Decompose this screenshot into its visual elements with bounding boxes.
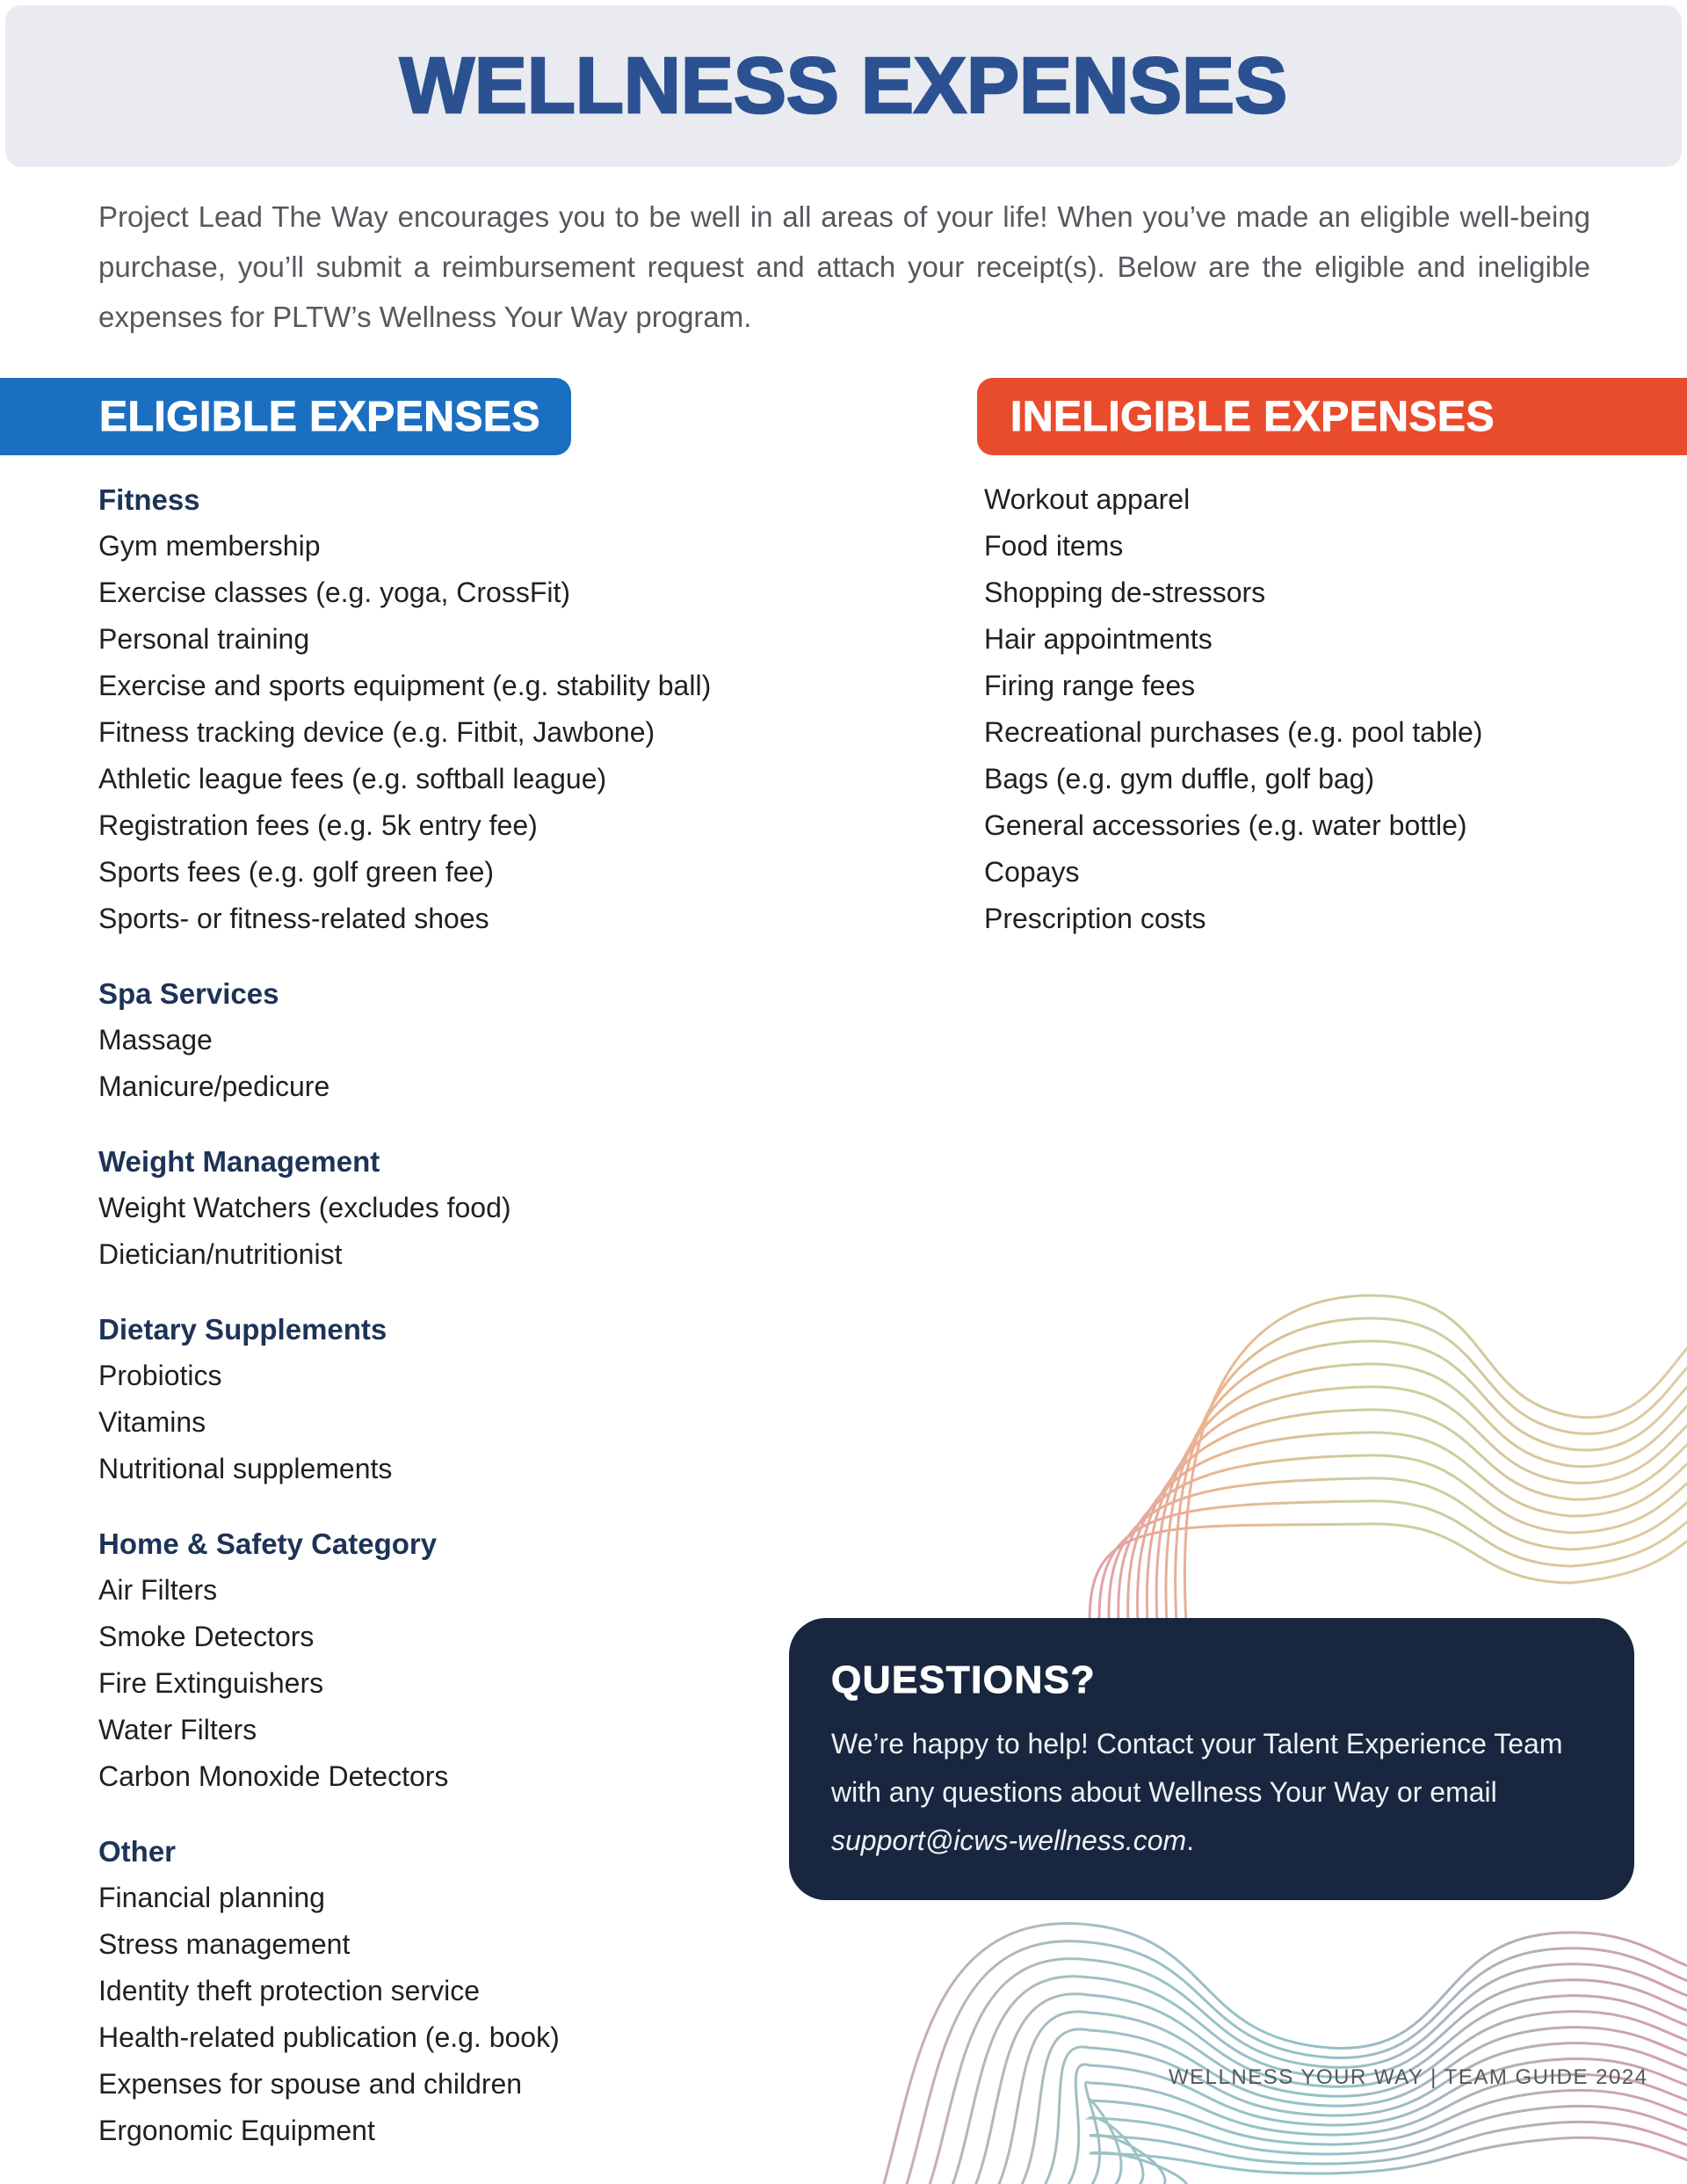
list-item: Registration fees (e.g. 5k entry fee) [98, 809, 538, 841]
list-item: Water Filters [98, 1714, 257, 1745]
list-item: Gym membership [98, 530, 321, 562]
eligible-expenses-list [98, 476, 872, 2154]
list-item: Stress management [98, 1928, 351, 1960]
list-item: Sports fees (e.g. golf green fee) [98, 856, 495, 888]
list-item: Exercise and sports equipment (e.g. stability ball) [98, 670, 712, 701]
list-item: General accessories (e.g. water bottle) [984, 809, 1467, 841]
category-title: Home & Safety Category [98, 1527, 438, 1560]
list-item: Nutritional supplements [98, 1453, 393, 1484]
list-item: Vitamins [98, 1406, 206, 1438]
list-item: Exercise classes (e.g. yoga, CrossFit) [98, 577, 571, 608]
list-item: Firing range fees [984, 670, 1196, 701]
list-item: Smoke Detectors [98, 1621, 315, 1652]
list-item: Athletic league fees (e.g. softball league) [98, 763, 607, 795]
list-item: Recreational purchases (e.g. pool table) [984, 716, 1483, 748]
eligible-category [98, 1828, 872, 2154]
list-item: Weight Watchers (excludes food) [98, 1192, 511, 1223]
list-item: Dietician/nutritionist [98, 1238, 343, 1270]
list-item: Hair appointments [984, 623, 1213, 655]
list-item: Ergonomic Equipment [98, 2115, 375, 2146]
list-item: Personal training [98, 623, 310, 655]
list-item: Bags (e.g. gym duffle, golf bag) [984, 763, 1375, 795]
category-title: Fitness [98, 483, 200, 516]
list-item: Food items [984, 530, 1124, 562]
ineligible-expenses-list [984, 476, 1669, 942]
list-item: Fire Extinguishers [98, 1667, 324, 1699]
list-item: Shopping de-stressors [984, 577, 1266, 608]
list-item: Sports- or fitness-related shoes [98, 903, 489, 934]
header-band [5, 5, 1682, 167]
list-item: Identity theft protection service [98, 1975, 480, 2006]
support-email: support@icws-wellness.com [831, 1825, 1187, 1856]
list-item: Manicure/pedicure [98, 1070, 330, 1102]
eligible-banner-label: ELIGIBLE EXPENSES [99, 393, 540, 440]
list-item: Fitness tracking device (e.g. Fitbit, Jawbone) [98, 716, 655, 748]
list-item: Expenses for spouse and children [98, 2068, 523, 2100]
eligible-category [98, 1138, 872, 1278]
wave-cluster-bottom [882, 1924, 1687, 2184]
category-title: Weight Management [98, 1145, 380, 1178]
list-item: Copays [984, 856, 1080, 888]
eligible-expenses-banner [0, 378, 571, 455]
category-title: Dietary Supplements [98, 1313, 387, 1346]
category-title: Other [98, 1835, 177, 1868]
footer-text: WELLNESS YOUR WAY | TEAM GUIDE 2024 [1169, 2065, 1648, 2089]
questions-title: QUESTIONS? [831, 1658, 1097, 1701]
list-item: Health-related publication (e.g. book) [98, 2021, 560, 2053]
list-item: Carbon Monoxide Detectors [98, 1760, 449, 1792]
intro-paragraph: Project Lead The Way encourages you to be well in all areas of your life! When you’ve made an eligible well-being purchase, you’ll submit a reimbursement request and attach your receipt(s). Below are the eligible and ineligible expenses for PLTW’s Wellness Your Way program. [98, 200, 1590, 333]
eligible-category [98, 1306, 872, 1492]
list-item: Workout apparel [984, 483, 1191, 515]
questions-box [789, 1618, 1634, 1900]
ineligible-expenses-banner [977, 378, 1687, 455]
list-item: Financial planning [98, 1882, 325, 1913]
list-item: Probiotics [98, 1360, 222, 1391]
eligible-category [98, 476, 872, 942]
list-item: Air Filters [98, 1574, 218, 1606]
list-item: Prescription costs [984, 903, 1206, 934]
page-title: WELLNESS EXPENSES [399, 41, 1288, 130]
wave-cluster-top [1090, 1295, 1687, 1649]
eligible-category [98, 970, 872, 1110]
ineligible-banner-label: INELIGIBLE EXPENSES [1010, 393, 1495, 440]
questions-body-text: We’re happy to help! Contact your Talent Experience Team with any questions about Wellness Your Way or email [831, 1728, 1563, 1808]
questions-body-period: . [1186, 1825, 1195, 1856]
list-item: Massage [98, 1024, 213, 1056]
category-title: Spa Services [98, 977, 279, 1010]
eligible-category [98, 1520, 872, 1800]
questions-body [831, 1720, 1585, 1865]
